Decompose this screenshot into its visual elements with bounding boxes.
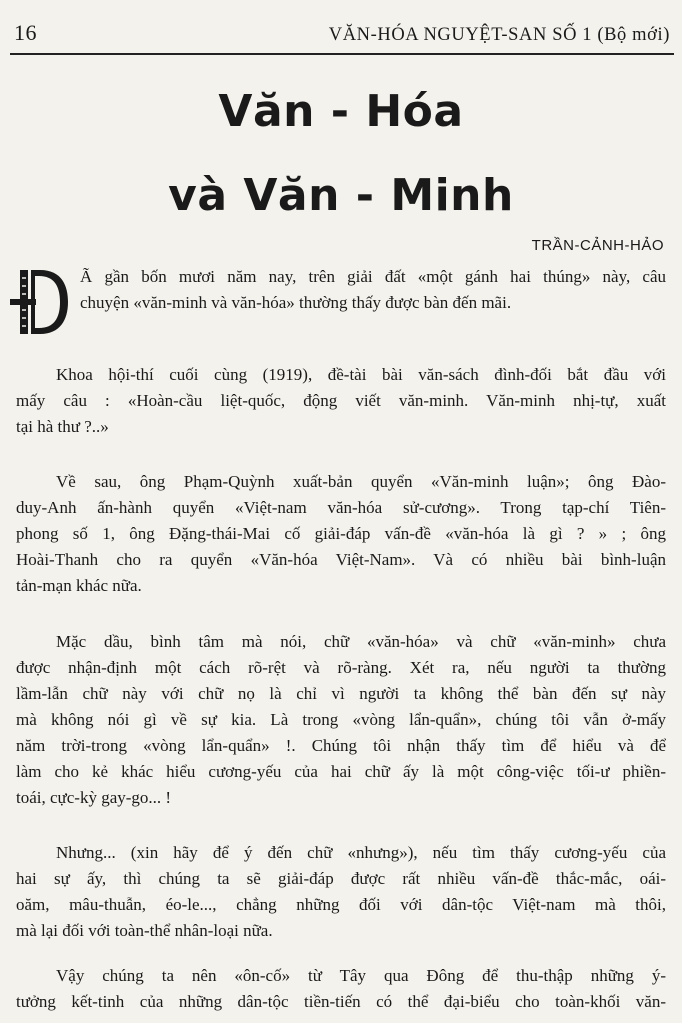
paragraph-line: Về sau, ông Phạm-Quỳnh xuất-bản quyển «Văn-minh luận»; ông Đào- <box>56 472 666 491</box>
header-rule <box>10 53 674 55</box>
paragraph-line: Ã gần bốn mươi năm nay, trên giải đất «một gánh hai thúng» này, câu <box>80 267 666 286</box>
paragraph-line: chuyện «văn-minh và văn-hóa» thường thấy được bàn đến mãi. <box>80 293 512 312</box>
article-title-line2: và Văn - Minh <box>168 170 514 221</box>
paragraph-line: tản-mạn khác nữa. <box>16 576 142 595</box>
paragraph-line: lầm-lẫn chữ này với chữ nọ là chỉ vì người ta không thể bàn đến sự này <box>16 684 666 703</box>
paragraph-line: hai sự ấy, thì chúng ta sẽ giải-đáp được rất nhiều vấn-đề thắc-mắc, oái- <box>16 869 666 888</box>
paragraph-line: phong số 1, ông Đặng-thái-Mai cố giải-đáp vấn-đề «văn-hóa là gì ? » ; ông <box>16 524 666 543</box>
paragraph-line: mà không nói gì về sự kia. Là trong «vòng lẩn-quẩn», chúng tôi vẫn ở-mấy <box>16 710 666 729</box>
paragraph-5 <box>16 840 666 944</box>
article-title-line1: Văn - Hóa <box>218 86 464 137</box>
paragraph-line: mấy câu : «Hoàn-cầu liệt-quốc, động viết văn-minh. Văn-minh nhị-tự, xuất <box>16 391 666 410</box>
paragraph-line: năm trời-trong «vòng lẩn-quẩn» !. Chúng tôi nhận thấy tìm để hiểu và để <box>16 736 666 755</box>
paragraph-line: Vậy chúng ta nên «ôn-cố» từ Tây qua Đông để thu-thập những ý- <box>56 966 666 985</box>
paragraph-line: mà lại đối với toàn-thể nhân-loại nữa. <box>16 921 273 940</box>
paragraph-line: được nhận-định một cách rõ-rệt và rõ-ràng. Xét ra, nếu người ta thường <box>16 658 666 677</box>
paragraph-line: Nhưng... (xin hãy để ý đến chữ «nhưng»), nếu tìm thấy cương-yếu của <box>56 843 666 862</box>
paragraph-2 <box>16 362 666 440</box>
paragraph-line: làm cho kẻ khác hiểu cương-yếu của hai chữ ấy là một công-việc tối-ư phiền- <box>16 762 666 781</box>
paragraph-4 <box>16 629 666 811</box>
paragraph-line: Khoa hội-thí cuối cùng (1919), đề-tài bài văn-sách đình-đối bắt đầu với <box>56 365 666 384</box>
paragraph-line: tại hà thư ?..» <box>16 417 109 436</box>
running-header <box>14 16 670 46</box>
page-number: 16 <box>14 20 37 45</box>
paragraph-line: Mặc dầu, bình tâm mà nói, chữ «văn-hóa» và chữ «văn-minh» chưa <box>56 632 666 651</box>
paragraph-line: Hoài-Thanh cho ra quyển «Văn-hóa Việt-Nam». Và có nhiều bài bình-luận <box>16 550 666 569</box>
paragraph-line: duy-Anh ấn-hành quyển «Việt-nam văn-hóa sử-cương». Trong tạp-chí Tiên- <box>16 498 666 517</box>
running-title: VĂN-HÓA NGUYỆT-SAN SỐ 1 (Bộ mới) <box>328 25 670 45</box>
article-author: TRẦN-CẢNH-HẢO <box>531 237 664 254</box>
paragraph-6 <box>16 963 666 1015</box>
drop-cap-d <box>10 266 70 338</box>
paragraph-1 <box>80 264 666 316</box>
paragraph-3 <box>16 469 666 599</box>
paragraph-line: toái, cực-kỳ gay-go... ! <box>16 788 172 807</box>
paragraph-line: tưởng kết-tinh của những dân-tộc tiền-tiến có thể đại-biểu cho toàn-khối văn- <box>16 992 666 1011</box>
paragraph-line: oăm, mâu-thuẫn, éo-le..., chẳng những đối với dân-tộc Việt-nam mà thôi, <box>16 895 666 914</box>
